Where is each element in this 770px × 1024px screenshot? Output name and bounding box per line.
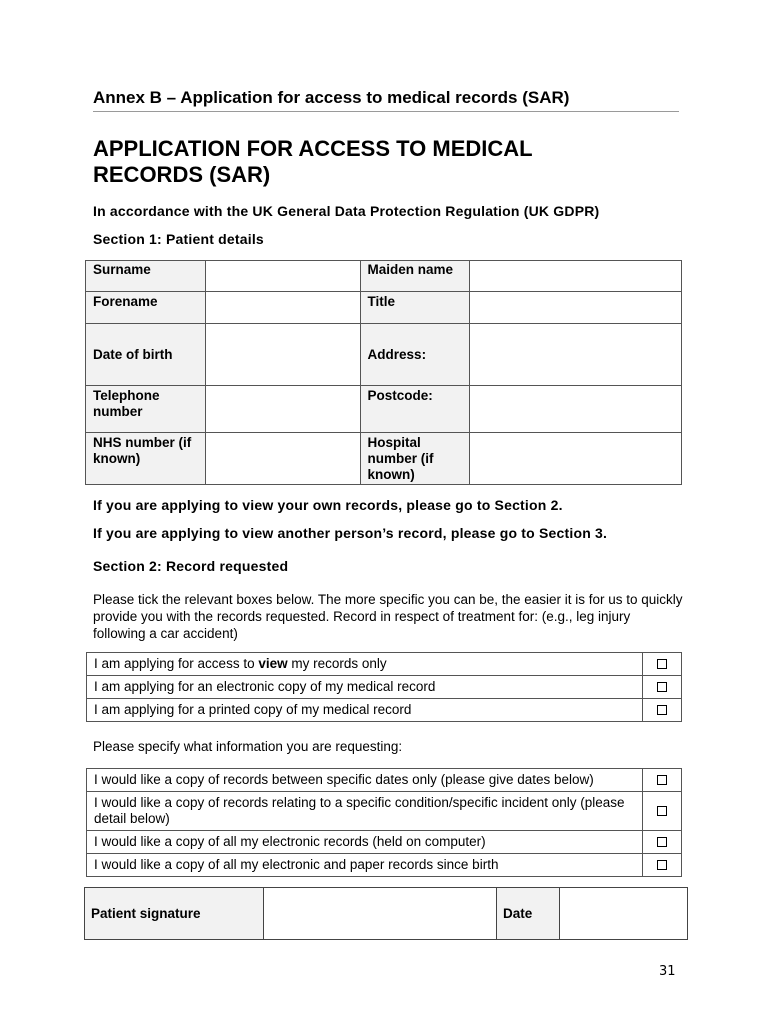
gdpr-statement: In accordance with the UK General Data Protection Regulation (UK GDPR)	[93, 203, 600, 219]
patient-signature-field[interactable]	[264, 888, 497, 940]
page-title	[93, 136, 653, 188]
postcode-label: Postcode:	[360, 386, 470, 433]
signature-table	[84, 887, 688, 940]
maiden-name-label: Maiden name	[360, 261, 470, 292]
forename-field[interactable]	[205, 292, 360, 324]
access-options-table	[86, 652, 682, 722]
title-line-2: RECORDS (SAR)	[93, 162, 271, 187]
own-records-note: If you are applying to view your own records, please go to Section 2.	[93, 497, 563, 513]
telephone-label: Telephone number	[86, 386, 206, 433]
date-field[interactable]	[560, 888, 688, 940]
specify-prompt: Please specify what information you are requesting:	[93, 739, 403, 754]
title-line-1: APPLICATION FOR ACCESS TO MEDICAL	[93, 136, 533, 161]
title-field[interactable]	[470, 292, 682, 324]
request-option-condition-label: I would like a copy of records relating to a specific condition/specific incident only (please detail below)	[87, 792, 643, 831]
option-electronic-label: I am applying for an electronic copy of my medical record	[87, 676, 643, 699]
view-checkbox[interactable]	[657, 659, 667, 669]
printed-copy-checkbox[interactable]	[657, 705, 667, 715]
telephone-field[interactable]	[205, 386, 360, 433]
table-row	[87, 653, 682, 676]
address-label: Address:	[360, 324, 470, 386]
annex-heading: Annex B – Application for access to medical records (SAR)	[93, 88, 679, 112]
nhs-number-label: NHS number (if known)	[86, 433, 206, 485]
hospital-number-label: Hospital number (if known)	[360, 433, 470, 485]
hospital-number-field[interactable]	[470, 433, 682, 485]
surname-field[interactable]	[205, 261, 360, 292]
patient-signature-label: Patient signature	[85, 888, 264, 940]
electronic-copy-checkbox[interactable]	[657, 682, 667, 692]
section-2-heading: Section 2: Record requested	[93, 558, 289, 574]
option-view-bold: view	[258, 656, 288, 671]
other-records-note: If you are applying to view another person’s record, please go to Section 3.	[93, 525, 608, 541]
table-row	[87, 854, 682, 877]
option-view-suffix: my records only	[287, 656, 387, 671]
surname-label: Surname	[86, 261, 206, 292]
title-label: Title	[360, 292, 470, 324]
date-label: Date	[497, 888, 560, 940]
forename-label: Forename	[86, 292, 206, 324]
request-option-electronic-label: I would like a copy of all my electronic records (held on computer)	[87, 831, 643, 854]
instructions-paragraph: Please tick the relevant boxes below. The more specific you can be, the easier it is for us to quickly provide you with the records requested. Record in respect of treatment for: (e.g., leg injury following a car accident)	[93, 592, 683, 641]
maiden-name-field[interactable]	[470, 261, 682, 292]
address-field[interactable]	[470, 324, 682, 386]
table-row	[87, 831, 682, 854]
option-printed-label: I am applying for a printed copy of my medical record	[87, 699, 643, 722]
table-row	[87, 676, 682, 699]
table-row	[87, 699, 682, 722]
nhs-number-field[interactable]	[205, 433, 360, 485]
option-view-label	[87, 653, 643, 676]
condition-checkbox[interactable]	[657, 806, 667, 816]
postcode-field[interactable]	[470, 386, 682, 433]
table-row	[87, 792, 682, 831]
patient-details-table	[85, 260, 682, 485]
page-number: 31	[659, 964, 676, 979]
option-view-prefix: I am applying for access to	[94, 656, 259, 671]
all-paper-checkbox[interactable]	[657, 860, 667, 870]
table-row	[87, 769, 682, 792]
all-electronic-checkbox[interactable]	[657, 837, 667, 847]
request-option-dates-label: I would like a copy of records between specific dates only (please give dates below)	[87, 769, 643, 792]
section-1-heading: Section 1: Patient details	[93, 231, 264, 247]
request-option-paper-label: I would like a copy of all my electronic and paper records since birth	[87, 854, 643, 877]
date-of-birth-label: Date of birth	[86, 324, 206, 386]
request-options-table	[86, 768, 682, 877]
date-of-birth-field[interactable]	[205, 324, 360, 386]
dates-checkbox[interactable]	[657, 775, 667, 785]
